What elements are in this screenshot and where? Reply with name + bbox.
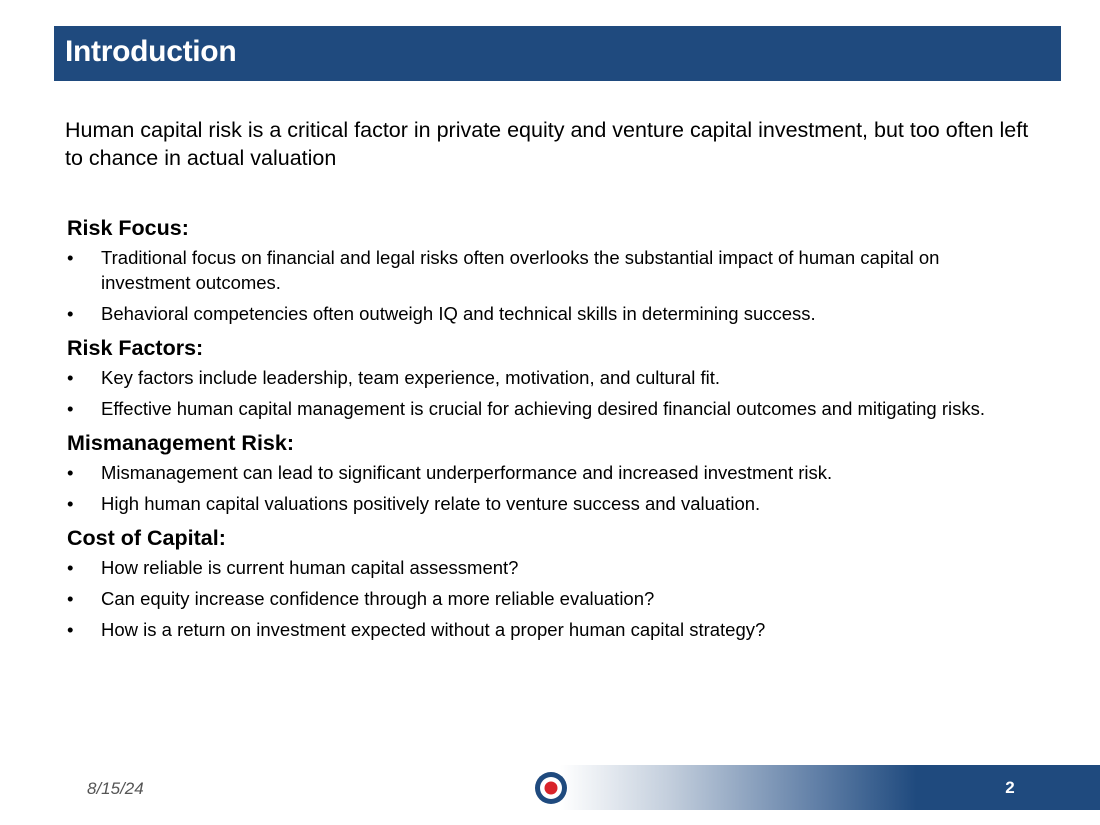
bullet-icon: •	[67, 367, 74, 388]
bullet-icon: •	[67, 619, 74, 640]
bullet-list	[67, 365, 1027, 421]
bullet-item	[67, 301, 1027, 326]
intro-text: Human capital risk is a critical factor in private equity and venture capital investment, but too often left to chance in actual valuation	[65, 118, 1029, 170]
title-bar	[54, 26, 1061, 81]
slide-content	[67, 214, 1027, 650]
bullet-text: How reliable is current human capital assessment?	[101, 557, 519, 578]
section-heading: Cost of Capital:	[67, 526, 226, 550]
slide-title: Introduction	[65, 35, 237, 68]
bullet-icon: •	[67, 462, 74, 483]
footer-date: 8/15/24	[87, 779, 144, 798]
bullet-item	[67, 245, 1027, 295]
bullet-item	[67, 460, 1027, 485]
bullet-text: Traditional focus on financial and legal risks often overlooks the substantial impact of human capital on investment outcomes.	[101, 247, 940, 293]
section-risk-focus	[67, 214, 1027, 326]
section-heading: Risk Focus:	[67, 216, 189, 240]
bullet-text: Mismanagement can lead to significant underperformance and increased investment risk.	[101, 462, 833, 483]
bullet-list	[67, 245, 1027, 326]
bullet-icon: •	[67, 557, 74, 578]
bullet-text: Effective human capital management is crucial for achieving desired financial outcomes and mitigating risks.	[101, 398, 985, 419]
bullet-text: Behavioral competencies often outweigh IQ and technical skills in determining success.	[101, 303, 816, 324]
bullet-icon: •	[67, 247, 74, 268]
section-heading: Risk Factors:	[67, 336, 204, 360]
bullet-icon: •	[67, 398, 74, 419]
section-mismanagement-risk	[67, 429, 1027, 516]
bullet-text: Can equity increase confidence through a more reliable evaluation?	[101, 588, 655, 609]
bullet-item	[67, 586, 1027, 611]
bullet-item	[67, 491, 1027, 516]
bullet-text: Key factors include leadership, team experience, motivation, and cultural fit.	[101, 367, 721, 388]
section-risk-factors	[67, 334, 1027, 421]
section-cost-of-capital	[67, 524, 1027, 642]
bullet-text: High human capital valuations positively relate to venture success and valuation.	[101, 493, 761, 514]
bullet-item	[67, 555, 1027, 580]
bullet-list	[67, 460, 1027, 516]
bullet-icon: •	[67, 303, 74, 324]
bullet-icon: •	[67, 493, 74, 514]
bullet-item	[67, 617, 1027, 642]
bullet-item	[67, 396, 1027, 421]
bullet-icon: •	[67, 588, 74, 609]
roundel-logo-icon	[533, 770, 569, 806]
page-number: 2	[1005, 778, 1015, 797]
bullet-text: How is a return on investment expected without a proper human capital strategy?	[101, 619, 766, 640]
bullet-item	[67, 365, 1027, 390]
bullet-list	[67, 555, 1027, 642]
section-heading: Mismanagement Risk:	[67, 431, 295, 455]
